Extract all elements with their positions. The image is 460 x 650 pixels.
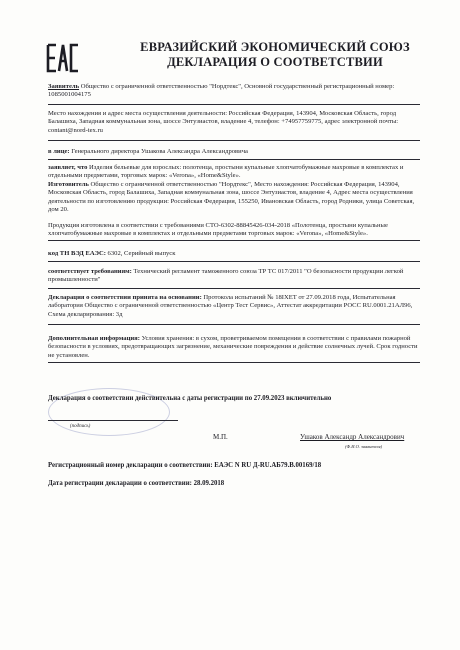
- divider: [48, 288, 420, 289]
- manufacturer-block: [48, 181, 420, 215]
- declaration-title: ДЕКЛАРАЦИЯ О СООТВЕТСТВИИ: [167, 55, 383, 69]
- requirements-block: [48, 268, 420, 285]
- additional-label: Дополнительная информация:: [48, 335, 140, 342]
- hs-code-block: [48, 250, 420, 258]
- representative-text: Генерального директора Ушакова Александра Александровича: [69, 148, 248, 155]
- production-block: [48, 222, 420, 239]
- basis-label: Декларация о соответствии принята на основании:: [48, 294, 202, 301]
- location-text: Место нахождения и адрес места осуществления деятельности: Российская Федерация, 143904, Московская Область, город Балашиха, Западная коммунальная зона, шоссе Энтузиастов, владение 4, телефон: +74957759775, адрес электронной почты: contant@nord-tex.ru: [48, 110, 399, 134]
- declares-label: заявляет, что: [48, 164, 88, 171]
- manufacturer-text: Общество с ограниченной ответственностью "Нордтекс", Место нахождения: Российская Федерация, 143904, Московская Область, город Балашиха, Западная коммунальная зона, шоссе Энтузиастов, владение 4, Адрес места осуществления деятельности по изготовлению продукции: Российская Федерация, 155250, Ивановская Область, город Родники, улица Советская, дом 20.: [48, 181, 415, 214]
- declares-text: Изделия бельевые для взрослых: полотенца, простыни купальные хлопчатобумажные махровые в комплектах и отдельными предметами, торговых марок: «Verona», «Home&Style».: [48, 164, 404, 180]
- registration-number: Регистрационный номер декларации о соответствии: ЕАЭС N RU Д-RU.АБ79.В.00169/18: [48, 462, 322, 469]
- signer-name: Ушаков Александр Александрович: [300, 433, 405, 441]
- divider: [48, 261, 420, 262]
- location-block: [48, 110, 420, 135]
- signature-sub-label: (подпись): [70, 424, 91, 429]
- signature-line: [48, 420, 178, 421]
- seal-mark: М.П.: [213, 433, 228, 441]
- document-header: [120, 40, 430, 70]
- requirements-text: Технический регламент таможенного союза ТР ТС 017/2011 "О безопасности продукции легкой промышленности": [48, 268, 404, 284]
- production-text: Продукция изготовлена в соответствии с требованиями СТО-6302-88845426-034-2018 «Полотенца, простыни купальные хлопчатобумажные махровые в комплектах и отдельными предметами торговых марок: «Verona», «Home&Style».: [48, 222, 388, 238]
- hs-code-label: код ТН ВЭД ЕАЭС:: [48, 250, 106, 257]
- eac-logo: [46, 43, 80, 73]
- applicant-label: Заявитель: [48, 83, 80, 90]
- additional-text: Условия хранения: в сухом, проветриваемом помещении в соответствии с правилами пожарной безопасности в условиях, предотвращающих загрязнение, механические повреждения и действие солнечных лучей. Срок годности не установлен.: [48, 335, 418, 359]
- basis-text: Протокола испытаний № 18IXET от 27.09.2018 года, Испытательная лаборатория Общество с ограниченной ответственностью «Центр Тест Сервис», Аттестат аккредитации РОСС RU.0001.21АЛ96, Схема декларирования: 3д: [48, 294, 413, 318]
- union-title: ЕВРАЗИЙСКИЙ ЭКОНОМИЧЕСКИЙ СОЮЗ: [140, 40, 410, 54]
- hs-code-text: 6302, Серийный выпуск: [105, 250, 176, 257]
- validity-text: Декларация о соответствии действительна с даты регистрации по 27.09.2023 включительно: [48, 395, 332, 402]
- representative-label: в лице:: [48, 148, 70, 155]
- divider: [48, 324, 420, 325]
- representative-block: [48, 148, 420, 156]
- applicant-block: [48, 83, 420, 100]
- additional-block: [48, 335, 420, 360]
- signer-sub-label: (Ф.И.О. заявителя): [345, 444, 383, 449]
- manufacturer-label: Изготовитель: [48, 181, 89, 188]
- declares-block: [48, 164, 420, 181]
- divider: [48, 140, 420, 141]
- registration-date: Дата регистрации декларации о соответствии: 28.09.2018: [48, 480, 225, 487]
- divider: [48, 104, 420, 105]
- divider: [48, 362, 420, 363]
- basis-block: [48, 294, 420, 319]
- requirements-label: соответствует требованиям:: [48, 268, 132, 275]
- divider: [48, 159, 420, 160]
- applicant-text: Общество с ограниченной ответственностью "Нордтекс", Основной государственный регистрационный номер: 1085001004175: [48, 83, 395, 99]
- divider: [48, 240, 420, 241]
